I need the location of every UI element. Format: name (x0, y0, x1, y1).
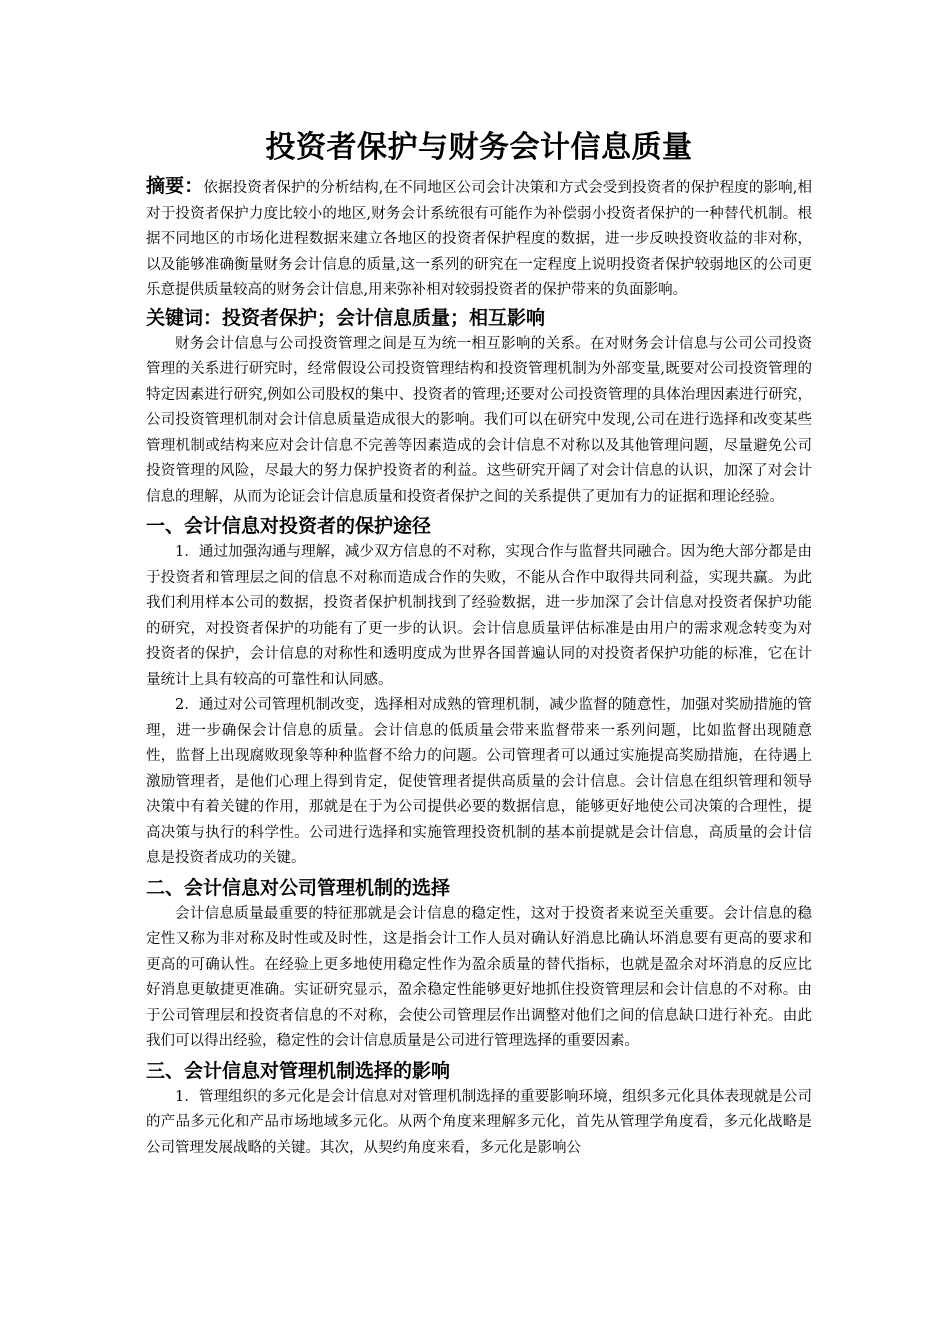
keywords-line: 关键词：投资者保护；会计信息质量；相互影响 (146, 306, 546, 329)
abstract-paragraph (146, 174, 812, 304)
section-3-paragraph-1: 1．管理组织的多元化是会计信息对对管理机制选择的重要影响环境，组织多元化具体表现就是公司的产品多元化和产品市场地域多元化。从两个角度来理解多元化，首先从管理学角度看，多元化战略是公司管理发展战略的关键。其次，从契约角度来看，多元化是影响公 (146, 1088, 812, 1156)
abstract-label: 摘要： (146, 175, 204, 197)
section-2-paragraph-1: 会计信息质量最重要的特征那就是会计信息的稳定性，这对于投资者来说至关重要。会计信息的稳定性又称为非对称及时性或及时性，这是指会计工作人员对确认好消息比确认坏消息要有更高的要求和更高的可确认性。在经验上更多地使用稳定性作为盈余质量的替代指标，也就是盈余对坏消息的反应比好消息更敏捷更准确。实证研究显示，盈余稳定性能够更好地抓住投资管理层和会计信息的不对称。由于公司管理层和投资者信息的不对称，会使公司管理层作出调整对他们之间的信息缺口进行补充。由此我们可以得出经验，稳定性的会计信息质量是公司进行管理选择的重要因素。 (146, 905, 812, 1049)
section-heading-1: 一、会计信息对投资者的保护途径 (146, 515, 432, 537)
section-1-paragraph-2: 2．通过对公司管理机制改变，选择相对成熟的管理机制，减少监督的随意性，加强对奖励措施的管理，进一步确保会计信息的质量。会计信息的低质量会带来监督带来一系列问题，比如监督出现随意性，监督上出现腐败现象等种种监督不给力的问题。公司管理者可以通过实施提高奖励措施，在待遇上激励管理者，是他们心理上得到肯定，促使管理者提供高质量的会计信息。会计信息在组织管理和领导决策中有着关键的作用，那就是在于为公司提供必要的数据信息，能够更好地使公司决策的合理性，提高决策与执行的科学性。公司进行选择和实施管理投资机制的基本前提就是会计信息，高质量的会计信息是投资者成功的关键。 (146, 697, 812, 866)
section-heading-2: 二、会计信息对公司管理机制的选择 (146, 876, 451, 899)
document-title: 投资者保护与财务会计信息质量 (265, 130, 693, 165)
section-1-paragraph-1: 1．通过加强沟通与理解，减少双方信息的不对称，实现合作与监督共同融合。因为绝大部分都是由于投资者和管理层之间的信息不对称而造成合作的失败，不能从合作中取得共同利益，实现共赢。为此我们利用样本公司的数据，投资者保护机制找到了经验数据，进一步加深了会计信息对投资者保护功能的研究，对投资者保护的功能有了更一步的认识。会计信息质量评估标准是由用户的需求观念转变为对投资者的保护，会计信息的对称性和透明度成为世界各国普遍认同的对投资者保护功能的标准，它在计量统计上具有较高的可靠性和认同感。 (146, 544, 812, 688)
document-page (146, 126, 812, 1161)
intro-paragraph: 财务会计信息与公司投资管理之间是互为统一相互影响的关系。在对财务会计信息与公司公司投资管理的关系进行研究时，经常假设公司投资管理结构和投资管理机制为外部变量,既要对公司投资管理的特定因素进行研究,例如公司股权的集中、投资者的管理;还要对公司投资管理的具体治理因素进行研究，公司投资管理机制对会计信息质量造成很大的影响。我们可以在研究中发现,公司在进行选择和改变某些管理机制或结构来应对会计信息不完善等因素造成的会计信息不对称以及其他管理问题，尽量避免公司投资管理的风险，尽最大的努力保护投资者的利益。这些研究开阔了对会计信息的认识，加深了对会计信息的理解，从而为论证会计信息质量和投资者保护之间的关系提供了更加有力的证据和理论经验。 (146, 335, 812, 505)
section-heading-3: 三、会计信息对管理机制选择的影响 (146, 1059, 451, 1082)
abstract-text: 依据投资者保护的分析结构,在不同地区公司会计决策和方式会受到投资者的保护程度的影响,相对于投资者保护力度比较小的地区,财务会计系统很有可能作为补偿弱小投资者保护的一种替代机制。根据不同地区的市场化进程数据来建立各地区的投资者保护程度的数据，进一步反映投资收益的非对称，以及能够准确衡量财务会计信息的质量,这一系列的研究在一定程度上说明投资者保护较弱地区的公司更乐意提供质量较高的财务会计信息,用来弥补相对较弱投资者的保护带来的负面影响。 (146, 180, 812, 298)
